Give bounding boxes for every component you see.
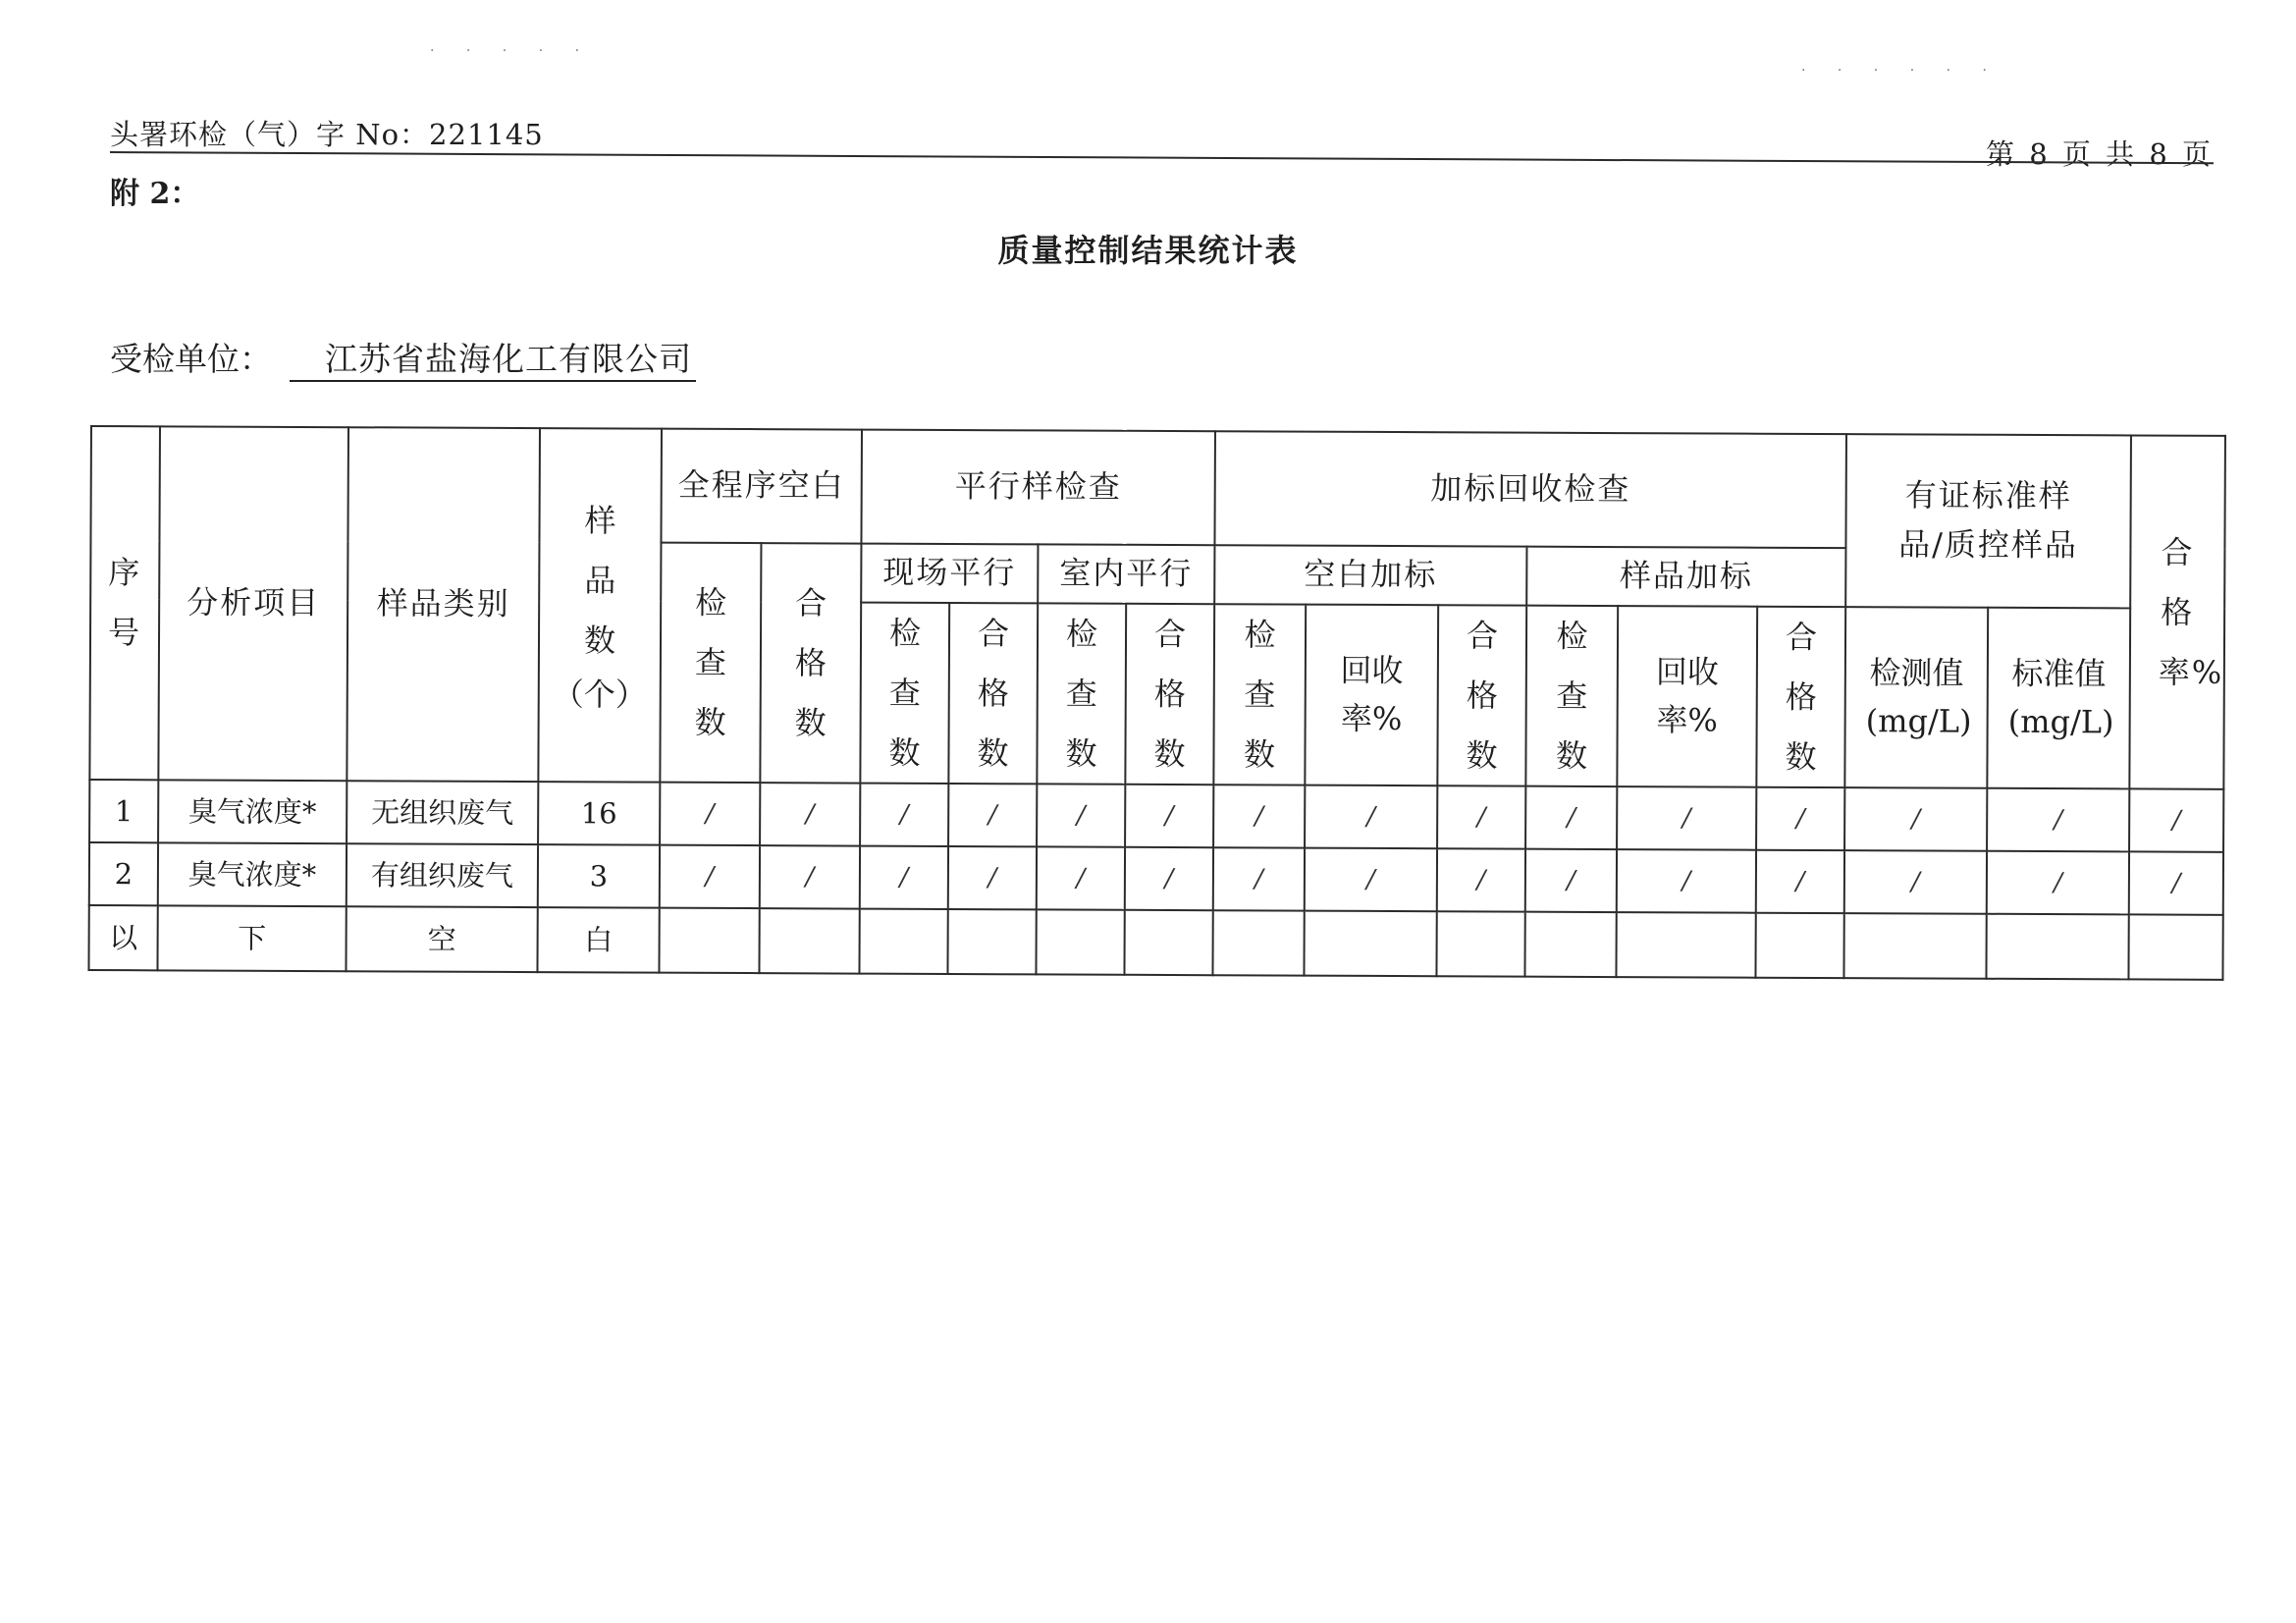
table-cell: /	[1125, 784, 1213, 847]
row-seq: 2	[89, 842, 158, 905]
inspected-unit	[110, 334, 696, 382]
table-cell	[659, 908, 759, 973]
header-field-pass-count: 合格数	[948, 603, 1038, 784]
row-sample-count: 16	[538, 782, 660, 845]
table-cell: /	[1987, 788, 2129, 852]
row-seq: 1	[89, 780, 158, 842]
blank-marker-1: 以	[88, 905, 157, 970]
table-cell: /	[760, 783, 860, 845]
table-cell	[1212, 911, 1304, 976]
page-title: 质量控制结果统计表	[997, 232, 1299, 269]
table-cell: /	[1213, 848, 1305, 911]
header-sample-type: 样品类别	[347, 427, 540, 782]
row-sample-type: 无组织废气	[347, 782, 538, 845]
table-cell: /	[948, 784, 1037, 846]
table-cell: /	[2129, 852, 2223, 915]
table-cell: /	[1617, 849, 1756, 913]
table-row	[89, 780, 2223, 852]
blank-marker-3: 空	[346, 907, 537, 973]
table-cell: /	[860, 846, 948, 909]
table-cell	[859, 909, 947, 974]
header-divider	[110, 151, 2214, 164]
header-spike-group: 加标回收检查	[1214, 431, 1846, 548]
table-cell: /	[1305, 848, 1437, 912]
table-cell	[1124, 910, 1212, 975]
header-analysis-item: 分析项目	[158, 426, 348, 781]
table-cell	[1304, 911, 1436, 977]
table-cell: /	[660, 783, 760, 845]
header-sample-spike: 样品加标	[1526, 547, 1845, 607]
table-cell: /	[1756, 850, 1844, 913]
header-lab-parallel: 室内平行	[1038, 544, 1214, 604]
inspected-unit-label: 受检单位：	[110, 340, 272, 378]
header-sample-count: 样品数 （个）	[538, 428, 662, 783]
table-cell	[1987, 914, 2129, 980]
header-lab-pass-count: 合格数	[1125, 604, 1214, 785]
table-cell: /	[948, 846, 1037, 909]
table-cell: /	[660, 845, 760, 908]
table-row	[89, 842, 2223, 915]
table-cell	[1616, 912, 1755, 978]
table-cell	[759, 908, 859, 973]
table-cell: /	[1844, 788, 1987, 852]
header-field-check-count: 检查数	[860, 603, 949, 784]
table-cell: /	[1125, 847, 1213, 910]
row-sample-count: 3	[538, 844, 660, 908]
page-indicator: 第 8 页 共 8 页	[1986, 137, 2214, 171]
header-blank-spike: 空白加标	[1214, 545, 1526, 605]
table-cell: /	[1437, 849, 1525, 912]
table-cell: /	[1844, 851, 1987, 915]
attachment-label: 附 2：	[110, 177, 200, 211]
table-cell	[2129, 915, 2223, 980]
blank-marker-4: 白	[537, 907, 659, 973]
row-analysis-item: 臭气浓度*	[158, 781, 347, 844]
header-blank-check-count: 检查数	[660, 543, 761, 784]
table-cell: /	[1525, 849, 1617, 912]
table-cell: /	[2129, 789, 2223, 852]
blank-marker-2: 下	[157, 906, 346, 972]
document-number: 头署环检（气）字 No：221145	[110, 118, 544, 151]
inspected-unit-value: 江苏省盐海化工有限公司	[290, 334, 696, 382]
scan-artifact-dots: · · · · · ·	[1801, 63, 2001, 79]
table-cell	[1844, 914, 1987, 980]
table-row-blank-marker	[88, 905, 2222, 980]
header-sample-count-unit: （个）	[552, 675, 647, 714]
table-cell	[1524, 912, 1616, 977]
table-cell: /	[1305, 785, 1437, 849]
scan-artifact-dots: · · · · ·	[430, 43, 594, 59]
table-cell: /	[860, 784, 948, 846]
table-cell: /	[1525, 786, 1617, 849]
table-cell	[947, 909, 1036, 974]
header-blank-pass-count: 合格数	[760, 543, 861, 784]
table-cell: /	[1037, 847, 1125, 910]
header-sample-spike-pass-count: 合格数	[1756, 607, 1845, 788]
table-cell: /	[760, 845, 860, 908]
header-parallel-group: 平行样检查	[861, 430, 1215, 546]
header-blank-group: 全程序空白	[661, 429, 862, 544]
table-cell	[1755, 913, 1843, 978]
table-cell: /	[1987, 851, 2129, 915]
header-seq: 序号	[89, 426, 160, 781]
header-sample-spike-recovery: 回收率%	[1617, 606, 1757, 787]
table-cell: /	[1213, 785, 1305, 848]
header-pass-rate: 合格率%	[2129, 435, 2225, 789]
header-lab-check-count: 检查数	[1037, 603, 1126, 784]
table-cell	[1436, 912, 1524, 977]
table-cell	[1036, 910, 1124, 975]
table-cell: /	[1756, 787, 1844, 850]
header-blank-spike-recovery: 回收率%	[1305, 605, 1438, 786]
header-blank-spike-pass-count: 合格数	[1437, 605, 1526, 786]
header-sample-spike-check-count: 检查数	[1525, 606, 1618, 787]
table-cell: /	[1037, 784, 1125, 847]
header-field-parallel: 现场平行	[861, 544, 1038, 604]
header-standard-value: 标准值(mg/L)	[1987, 608, 2130, 789]
row-analysis-item: 臭气浓度*	[158, 843, 347, 907]
row-sample-type: 有组织废气	[347, 844, 538, 908]
table-cell: /	[1437, 786, 1525, 849]
table-cell: /	[1617, 786, 1756, 850]
header-crm-group: 有证标准样品/质控样品	[1845, 434, 2131, 608]
header-blank-spike-check-count: 检查数	[1213, 604, 1306, 785]
header-measured-value: 检测值(mg/L)	[1844, 607, 1988, 788]
quality-control-table	[87, 425, 2226, 981]
